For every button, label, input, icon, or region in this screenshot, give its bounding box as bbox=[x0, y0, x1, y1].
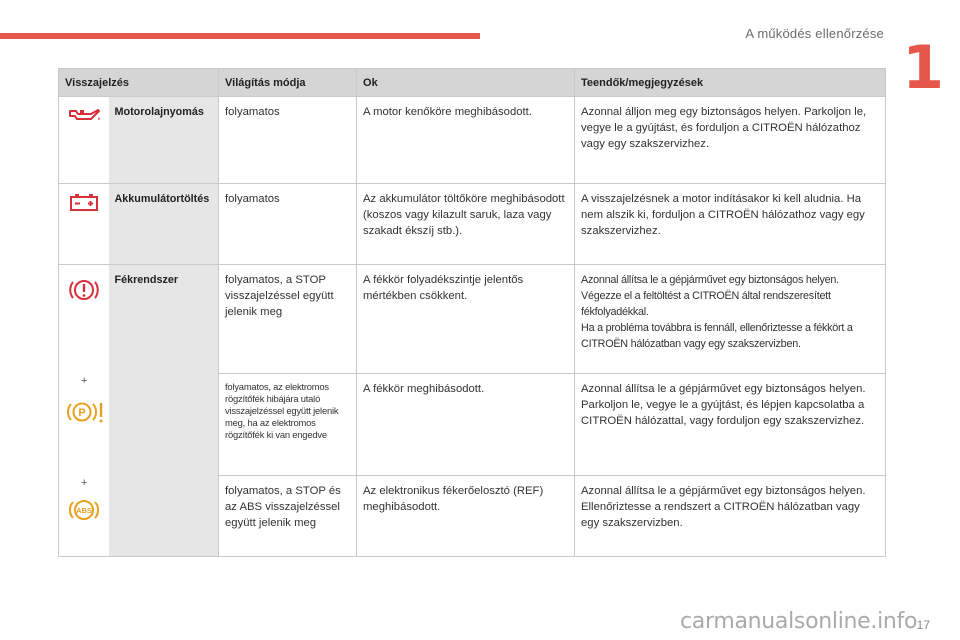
lighting-mode: folyamatos, az elektromos rögzítőfék hibájára utaló visszajelzéssel együtt jelenik meg, ha az elektromos rögzítőfék ki van engedve bbox=[219, 374, 357, 476]
header-accent-bar bbox=[0, 33, 480, 39]
cause-text: A motor kenőköre meghibásodott. bbox=[357, 97, 575, 184]
table-row bbox=[59, 97, 886, 184]
action-text: A visszajelzésnek a motor indításakor ki kell aludnia. Ha nem alszik ki, forduljon a CITROËN hálózathoz vagy egy szakszervizhez. bbox=[575, 184, 886, 265]
lighting-mode: folyamatos, a STOP és az ABS visszajelzéssel együtt jelenik meg bbox=[219, 476, 357, 557]
battery-icon bbox=[69, 192, 99, 212]
cause-text: Az akkumulátor töltőköre meghibásodott (koszos vagy kilazult saruk, laza vagy szakadt ékszíj stb.). bbox=[357, 184, 575, 265]
warning-name: Motorolajnyomás bbox=[109, 97, 219, 184]
lighting-mode: folyamatos bbox=[219, 97, 357, 184]
cause-text: A fékkör meghibásodott. bbox=[357, 374, 575, 476]
chapter-number: 1 bbox=[902, 33, 944, 103]
lighting-mode: folyamatos, a STOP visszajelzéssel együtt jelenik meg bbox=[219, 265, 357, 374]
column-header: Világítás módja bbox=[219, 69, 357, 97]
table-cell-icon bbox=[59, 184, 109, 265]
cause-text: Az elektronikus fékerőelosztó (REF) meghibásodott. bbox=[357, 476, 575, 557]
column-header: Visszajelzés bbox=[59, 69, 219, 97]
table-row bbox=[59, 184, 886, 265]
section-title: A működés ellenőrzése bbox=[745, 26, 884, 41]
parking-brake-fault-icon bbox=[62, 398, 106, 426]
table-cell-icon bbox=[59, 97, 109, 184]
action-line: Ha a probléma továbbra is fennáll, ellenőriztesse a fékkört a CITROËN hálózatban vagy egy szakszervizben. bbox=[581, 322, 853, 350]
table-cell-icon bbox=[59, 265, 109, 557]
warning-name: Akkumulátortöltés bbox=[109, 184, 219, 265]
plus-sign: + bbox=[81, 477, 88, 489]
oil-pressure-icon bbox=[67, 105, 101, 125]
svg-text:ABS: ABS bbox=[75, 506, 92, 515]
table-row bbox=[59, 265, 886, 374]
cause-text: A fékkör folyadékszintje jelentős mértékben csökkent. bbox=[357, 265, 575, 374]
watermark: carmanualsonline.info bbox=[680, 609, 918, 634]
plus-sign: + bbox=[81, 375, 88, 387]
action-text: Azonnal állítsa le a gépjárművet egy biztonságos helyen. Ellenőriztesse a rendszert a CITROËN hálózatban vagy egy szakszervizben. bbox=[575, 476, 886, 557]
action-text bbox=[575, 265, 886, 374]
warning-lights-table bbox=[58, 68, 886, 557]
action-line: Végezze el a feltöltést a CITROËN által rendszeresített fékfolyadékkal. bbox=[581, 290, 831, 318]
lighting-mode: folyamatos bbox=[219, 184, 357, 265]
action-text: Azonnal állítsa le a gépjárművet egy biztonságos helyen. Parkoljon le, vegye le a gyújtást, és lépjen kapcsolatba a CITROËN hálózattal, vagy forduljon egy szakszervizhez. bbox=[575, 374, 886, 476]
column-header: Teendők/megjegyzések bbox=[575, 69, 886, 97]
svg-text:P: P bbox=[78, 407, 86, 419]
warning-name: Fékrendszer bbox=[109, 265, 219, 557]
brake-warning-icon bbox=[67, 275, 101, 305]
column-header: Ok bbox=[357, 69, 575, 97]
action-text: Azonnal álljon meg egy biztonságos helyen. Parkoljon le, vegye le a gyújtást, és forduljon a CITROËN hálózathoz vagy egy szakszervizhez. bbox=[575, 97, 886, 184]
abs-icon bbox=[66, 496, 102, 524]
table-header-row bbox=[59, 69, 886, 97]
page-number: 17 bbox=[916, 618, 930, 632]
action-line: Azonnal állítsa le a gépjárművet egy biztonságos helyen. bbox=[581, 274, 839, 286]
